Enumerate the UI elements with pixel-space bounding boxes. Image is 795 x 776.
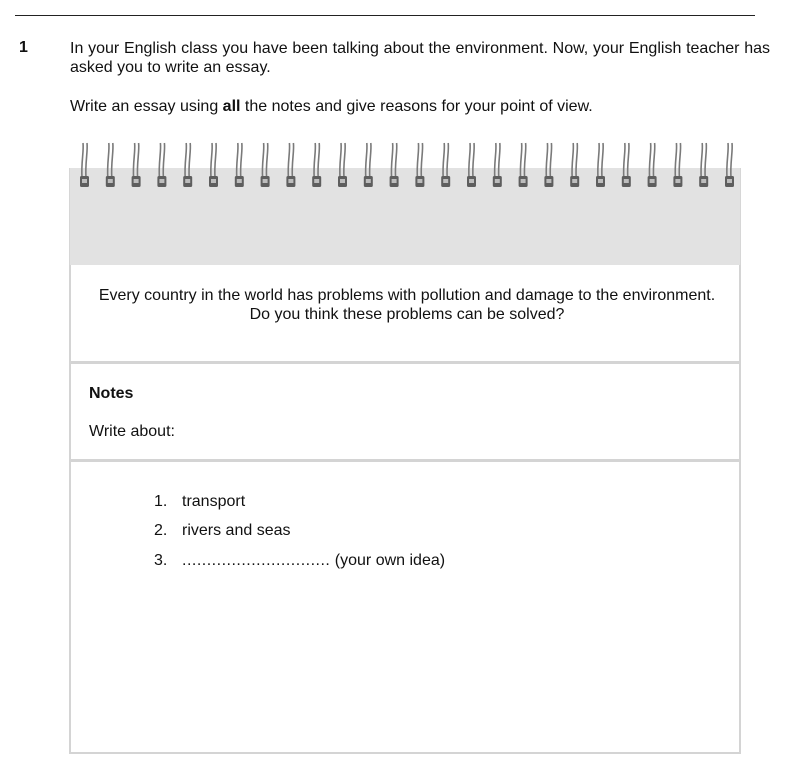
note-item-transport <box>154 492 245 511</box>
spiral-ring <box>596 143 605 187</box>
question-intro: In your English class you have been talking about the environment. Now, your English teacher has asked you to write an essay. <box>70 40 770 76</box>
instruction-emphasis: all <box>222 98 241 115</box>
notes-title: Notes <box>89 385 134 402</box>
spiral-ring <box>673 143 682 187</box>
spiral-ring <box>415 143 424 187</box>
instruction-text-start: Write an essay using <box>70 98 223 115</box>
question-number: 1 <box>19 39 28 56</box>
essay-prompt-line-1: Every country in the world has problems with pollution and damage to the environment. <box>98 287 716 304</box>
spiral-ring <box>157 143 166 187</box>
note-item-number: 2. <box>154 522 168 539</box>
spiral-ring <box>235 143 244 187</box>
spiral-ring <box>699 143 708 187</box>
spiral-ring <box>467 143 476 187</box>
spiral-ring <box>261 143 270 187</box>
spiral-ring <box>183 143 192 187</box>
notes-box <box>69 363 741 461</box>
notes-list-box <box>69 461 741 754</box>
spiral-ring <box>286 143 295 187</box>
spiral-ring <box>519 143 528 187</box>
instruction-text-end: the notes and give reasons for your point of view. <box>240 98 593 115</box>
spiral-ring <box>622 143 631 187</box>
spiral-ring <box>441 143 450 187</box>
spiral-ring <box>493 143 502 187</box>
spiral-ring <box>338 143 347 187</box>
spiral-binding <box>69 140 741 192</box>
note-item-rivers-and-seas <box>154 521 291 540</box>
spiral-ring <box>312 143 321 187</box>
spiral-ring <box>106 143 115 187</box>
notepad <box>69 140 741 754</box>
top-divider <box>15 15 755 16</box>
question-instruction <box>70 97 770 116</box>
note-item-blank-dots: .............................. <box>182 552 331 569</box>
essay-prompt <box>71 286 743 324</box>
essay-prompt-box <box>69 265 741 363</box>
note-item-text: (your own idea) <box>330 552 446 569</box>
note-item-text: transport <box>182 493 246 510</box>
notes-subtitle: Write about: <box>89 423 175 440</box>
spiral-ring <box>80 143 89 187</box>
note-item-number: 1. <box>154 493 168 510</box>
note-item-text: rivers and seas <box>182 522 291 539</box>
spiral-ring <box>132 143 141 187</box>
note-item-own-idea <box>154 551 445 570</box>
note-item-number: 3. <box>154 552 168 569</box>
spiral-ring <box>648 143 657 187</box>
essay-prompt-line-2: Do you think these problems can be solved? <box>249 306 565 323</box>
spiral-ring <box>364 143 373 187</box>
spiral-ring <box>725 143 734 187</box>
spiral-ring <box>209 143 218 187</box>
spiral-ring <box>390 143 399 187</box>
spiral-ring <box>570 143 579 187</box>
spiral-ring <box>544 143 553 187</box>
